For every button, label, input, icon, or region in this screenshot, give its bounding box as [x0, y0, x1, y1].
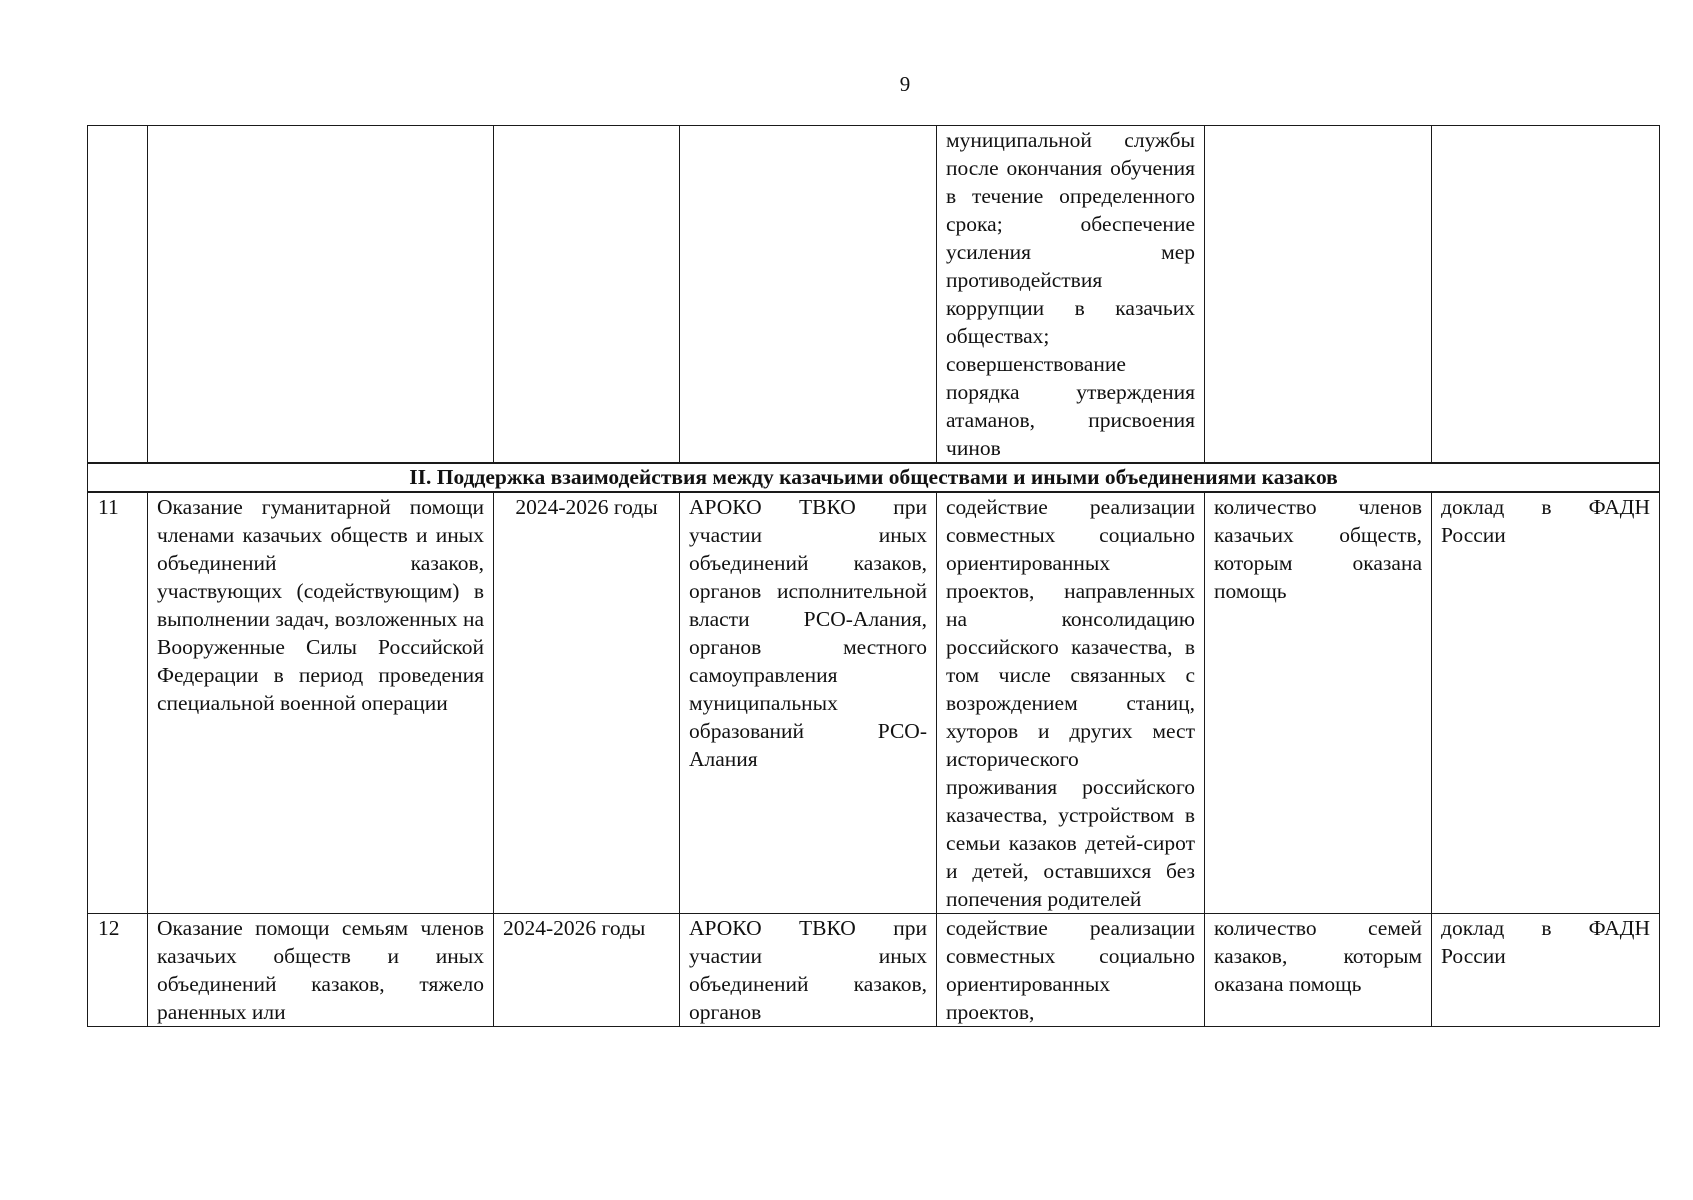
cell-report: доклад в ФАДН России — [1432, 914, 1660, 1027]
cell-executors: АРОКО ТВКО при участии иных объединений казаков, органов — [680, 914, 937, 1027]
cell-empty — [1432, 126, 1660, 464]
cell-activity: Оказание гуманитарной помощи членами казачьих обществ и иных объединений казаков, участвующих (содействующим) в выполнении задач, возложенных на Вооруженные Силы Российской Федерации в период проведения специальной военной операции — [148, 492, 494, 914]
section-title: II. Поддержка взаимодействия между казачьими обществами и иными объединениями казаков — [88, 463, 1660, 492]
cell-empty — [1205, 126, 1432, 464]
cell-activity: Оказание помощи семьям членов казачьих обществ и иных объединений казаков, тяжело раненных или — [148, 914, 494, 1027]
cell-executors: АРОКО ТВКО при участии иных объединений казаков, органов исполнительной власти РСО-Алания, органов местного самоуправления муниципальных образований РСО-Алания — [680, 492, 937, 914]
cell-report: доклад в ФАДН России — [1432, 492, 1660, 914]
cell-result-continued: муниципальной службы после окончания обучения в течение определенного срока; обеспечение усиления мер противодействия коррупции в казачьих обществах; совершенствование порядка утверждения атаманов, присвоения чинов — [937, 126, 1205, 464]
table-row — [88, 492, 1660, 914]
measures-table — [87, 125, 1660, 1027]
section-heading-row — [88, 463, 1660, 492]
cell-empty — [494, 126, 680, 464]
table-row — [88, 914, 1660, 1027]
row-number: 12 — [88, 914, 148, 1027]
cell-result: содействие реализации совместных социально ориентированных проектов, — [937, 914, 1205, 1027]
row-number: 11 — [88, 492, 148, 914]
cell-empty — [680, 126, 937, 464]
continuation-row — [88, 126, 1660, 464]
cell-indicator: количество семей казаков, которым оказана помощь — [1205, 914, 1432, 1027]
cell-result: содействие реализации совместных социально ориентированных проектов, направленных на консолидацию российского казачества, в том числе связанных с возрождением станиц, хуторов и других мест исторического проживания российского казачества, устройством в семьи казаков детей-сирот и детей, оставшихся без попечения родителей — [937, 492, 1205, 914]
cell-period: 2024-2026 годы — [494, 914, 680, 1027]
cell-empty — [148, 126, 494, 464]
cell-indicator: количество членов казачьих обществ, которым оказана помощь — [1205, 492, 1432, 914]
page-number: 9 — [899, 72, 911, 96]
cell-period: 2024-2026 годы — [494, 492, 680, 914]
cell-empty — [88, 126, 148, 464]
